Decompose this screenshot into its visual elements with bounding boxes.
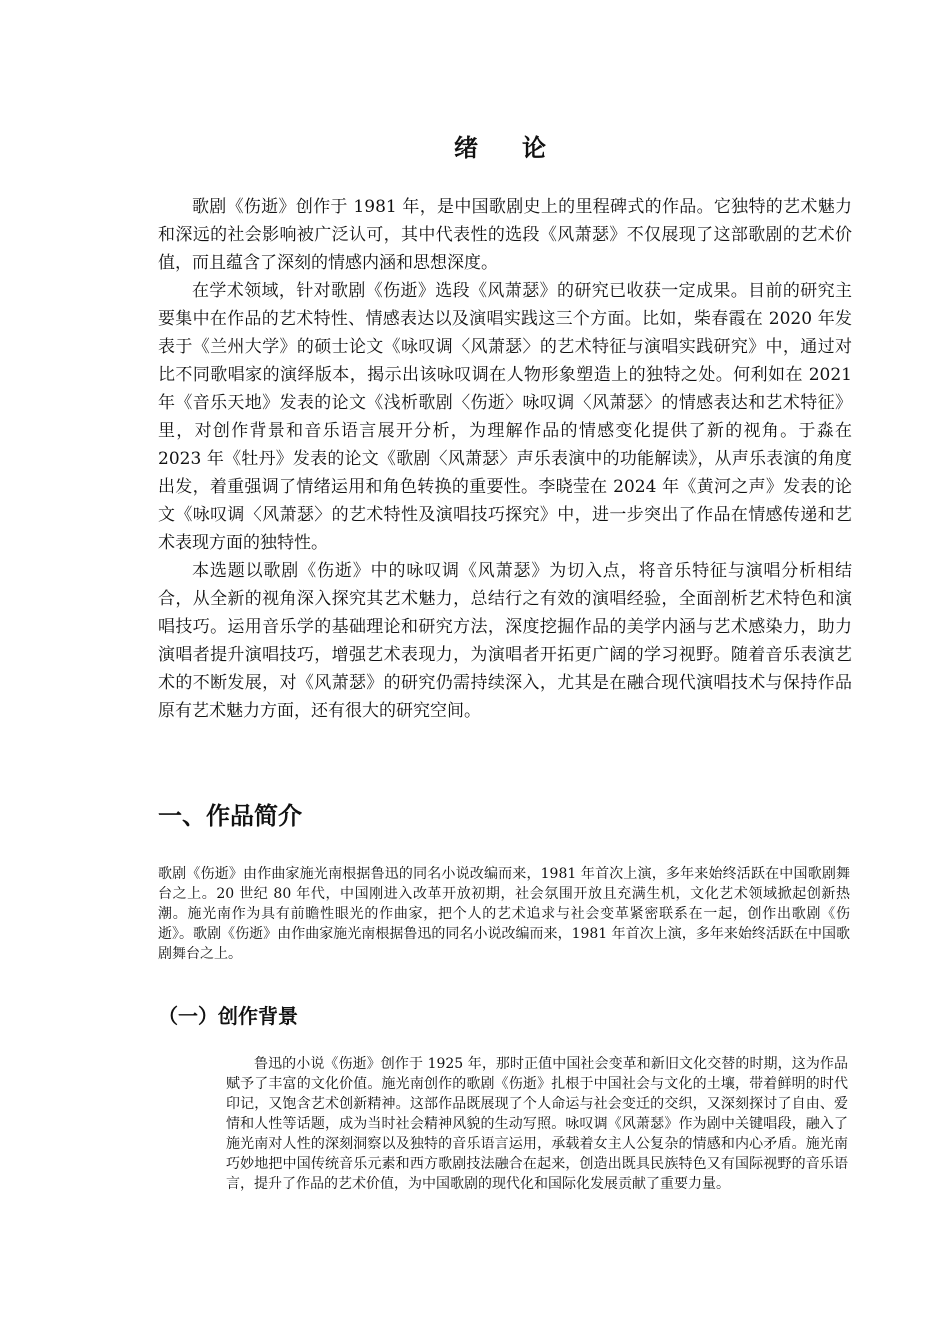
- subsection-body: [226, 1054, 848, 1194]
- subsection-heading: （一）创作背景: [158, 1004, 298, 1028]
- section-paragraph: 歌剧《伤逝》由作曲家施光南根据鲁迅的同名小说改编而来，1981 年首次上演，多年来始终活跃在中国歌剧舞台之上。20 世纪 80 年代，中国刚进入改革开放初期，社会氛围开放且充满生机，文化艺术领域掀起创新热潮。施光南作为具有前瞻性眼光的作曲家，把个人的艺术追求与社会变革紧密联系在一起，创作出歌剧《伤逝》。歌剧《伤逝》由作曲家施光南根据鲁迅的同名小说改编而来，1981 年首次上演，多年来始终活跃在中国歌剧舞台之上。: [158, 866, 850, 962]
- intro-paragraph: 歌剧《伤逝》创作于 1981 年，是中国歌剧史上的里程碑式的作品。它独特的艺术魅力和深远的社会影响被广泛认可，其中代表性的选段《风萧瑟》不仅展现了这部歌剧的艺术价值，而且蕴含了深刻的情感内涵和思想深度。: [158, 197, 852, 273]
- subsection-paragraph: 鲁迅的小说《伤逝》创作于 1925 年，那时正值中国社会变革和新旧文化交替的时期，这为作品赋予了丰富的文化价值。施光南创作的歌剧《伤逝》扎根于中国社会与文化的土壤，带着鲜明的时代印记，又饱含艺术创新精神。这部作品既展现了个人命运与社会变迁的交织，又深刻探讨了自由、爱情和人性等话题，成为当时社会精神风貌的生动写照。咏叹调《风萧瑟》作为剧中关键唱段，融入了施光南对人性的深刻洞察以及独特的音乐语言运用，承载着女主人公复杂的情感和内心矛盾。施光南巧妙地把中国传统音乐元素和西方歌剧技法融合在起来，创造出既具民族特色又有国际视野的音乐语言，提升了作品的艺术价值，为中国歌剧的现代化和国际化发展贡献了重要力量。: [226, 1056, 848, 1192]
- section-body: [158, 864, 850, 964]
- section-heading: 一、作品简介: [158, 802, 302, 830]
- intro-paragraph: 本选题以歌剧《伤逝》中的咏叹调《风萧瑟》为切入点，将音乐特征与演唱分析相结合，从全新的视角深入探究其艺术魅力，总结行之有效的演唱经验，全面剖析艺术特色和演唱技巧。运用音乐学的基础理论和研究方法，深度挖掘作品的美学内涵与艺术感染力，助力演唱者提升演唱技巧，增强艺术表现力，为演唱者开拓更广阔的学习视野。随着音乐表演艺术的不断发展，对《风萧瑟》的研究仍需持续深入，尤其是在融合现代演唱技术与保持作品原有艺术魅力方面，还有很大的研究空间。: [158, 561, 852, 721]
- intro-paragraph: 在学术领域，针对歌剧《伤逝》选段《风萧瑟》的研究已收获一定成果。目前的研究主要集中在作品的艺术特性、情感表达以及演唱实践这三个方面。比如，柴春霞在 2020 年发表于《兰州大学》的硕士论文《咏叹调〈风萧瑟〉的艺术特征与演唱实践研究》中，通过对比不同歌唱家的演绎版本，揭示出该咏叹调在人物形象塑造上的独特之处。何利如在 2021 年《音乐天地》发表的论文《浅析歌剧〈伤逝〉咏叹调〈风萧瑟〉的情感表达和艺术特征》里，对创作背景和音乐语言展开分析，为理解作品的情感变化提供了新的视角。于淼在 2023 年《牡丹》发表的论文《歌剧〈风萧瑟〉声乐表演中的功能解读》，从声乐表演的角度出发，着重强调了情绪运用和角色转换的重要性。李晓莹在 2024 年《黄河之声》发表的论文《咏叹调〈风萧瑟〉的艺术特性及演唱技巧探究》中，进一步突出了作品在情感传递和艺术表现方面的独特性。: [158, 281, 852, 553]
- page-title: 绪 论: [454, 133, 556, 162]
- intro-section: [158, 193, 852, 725]
